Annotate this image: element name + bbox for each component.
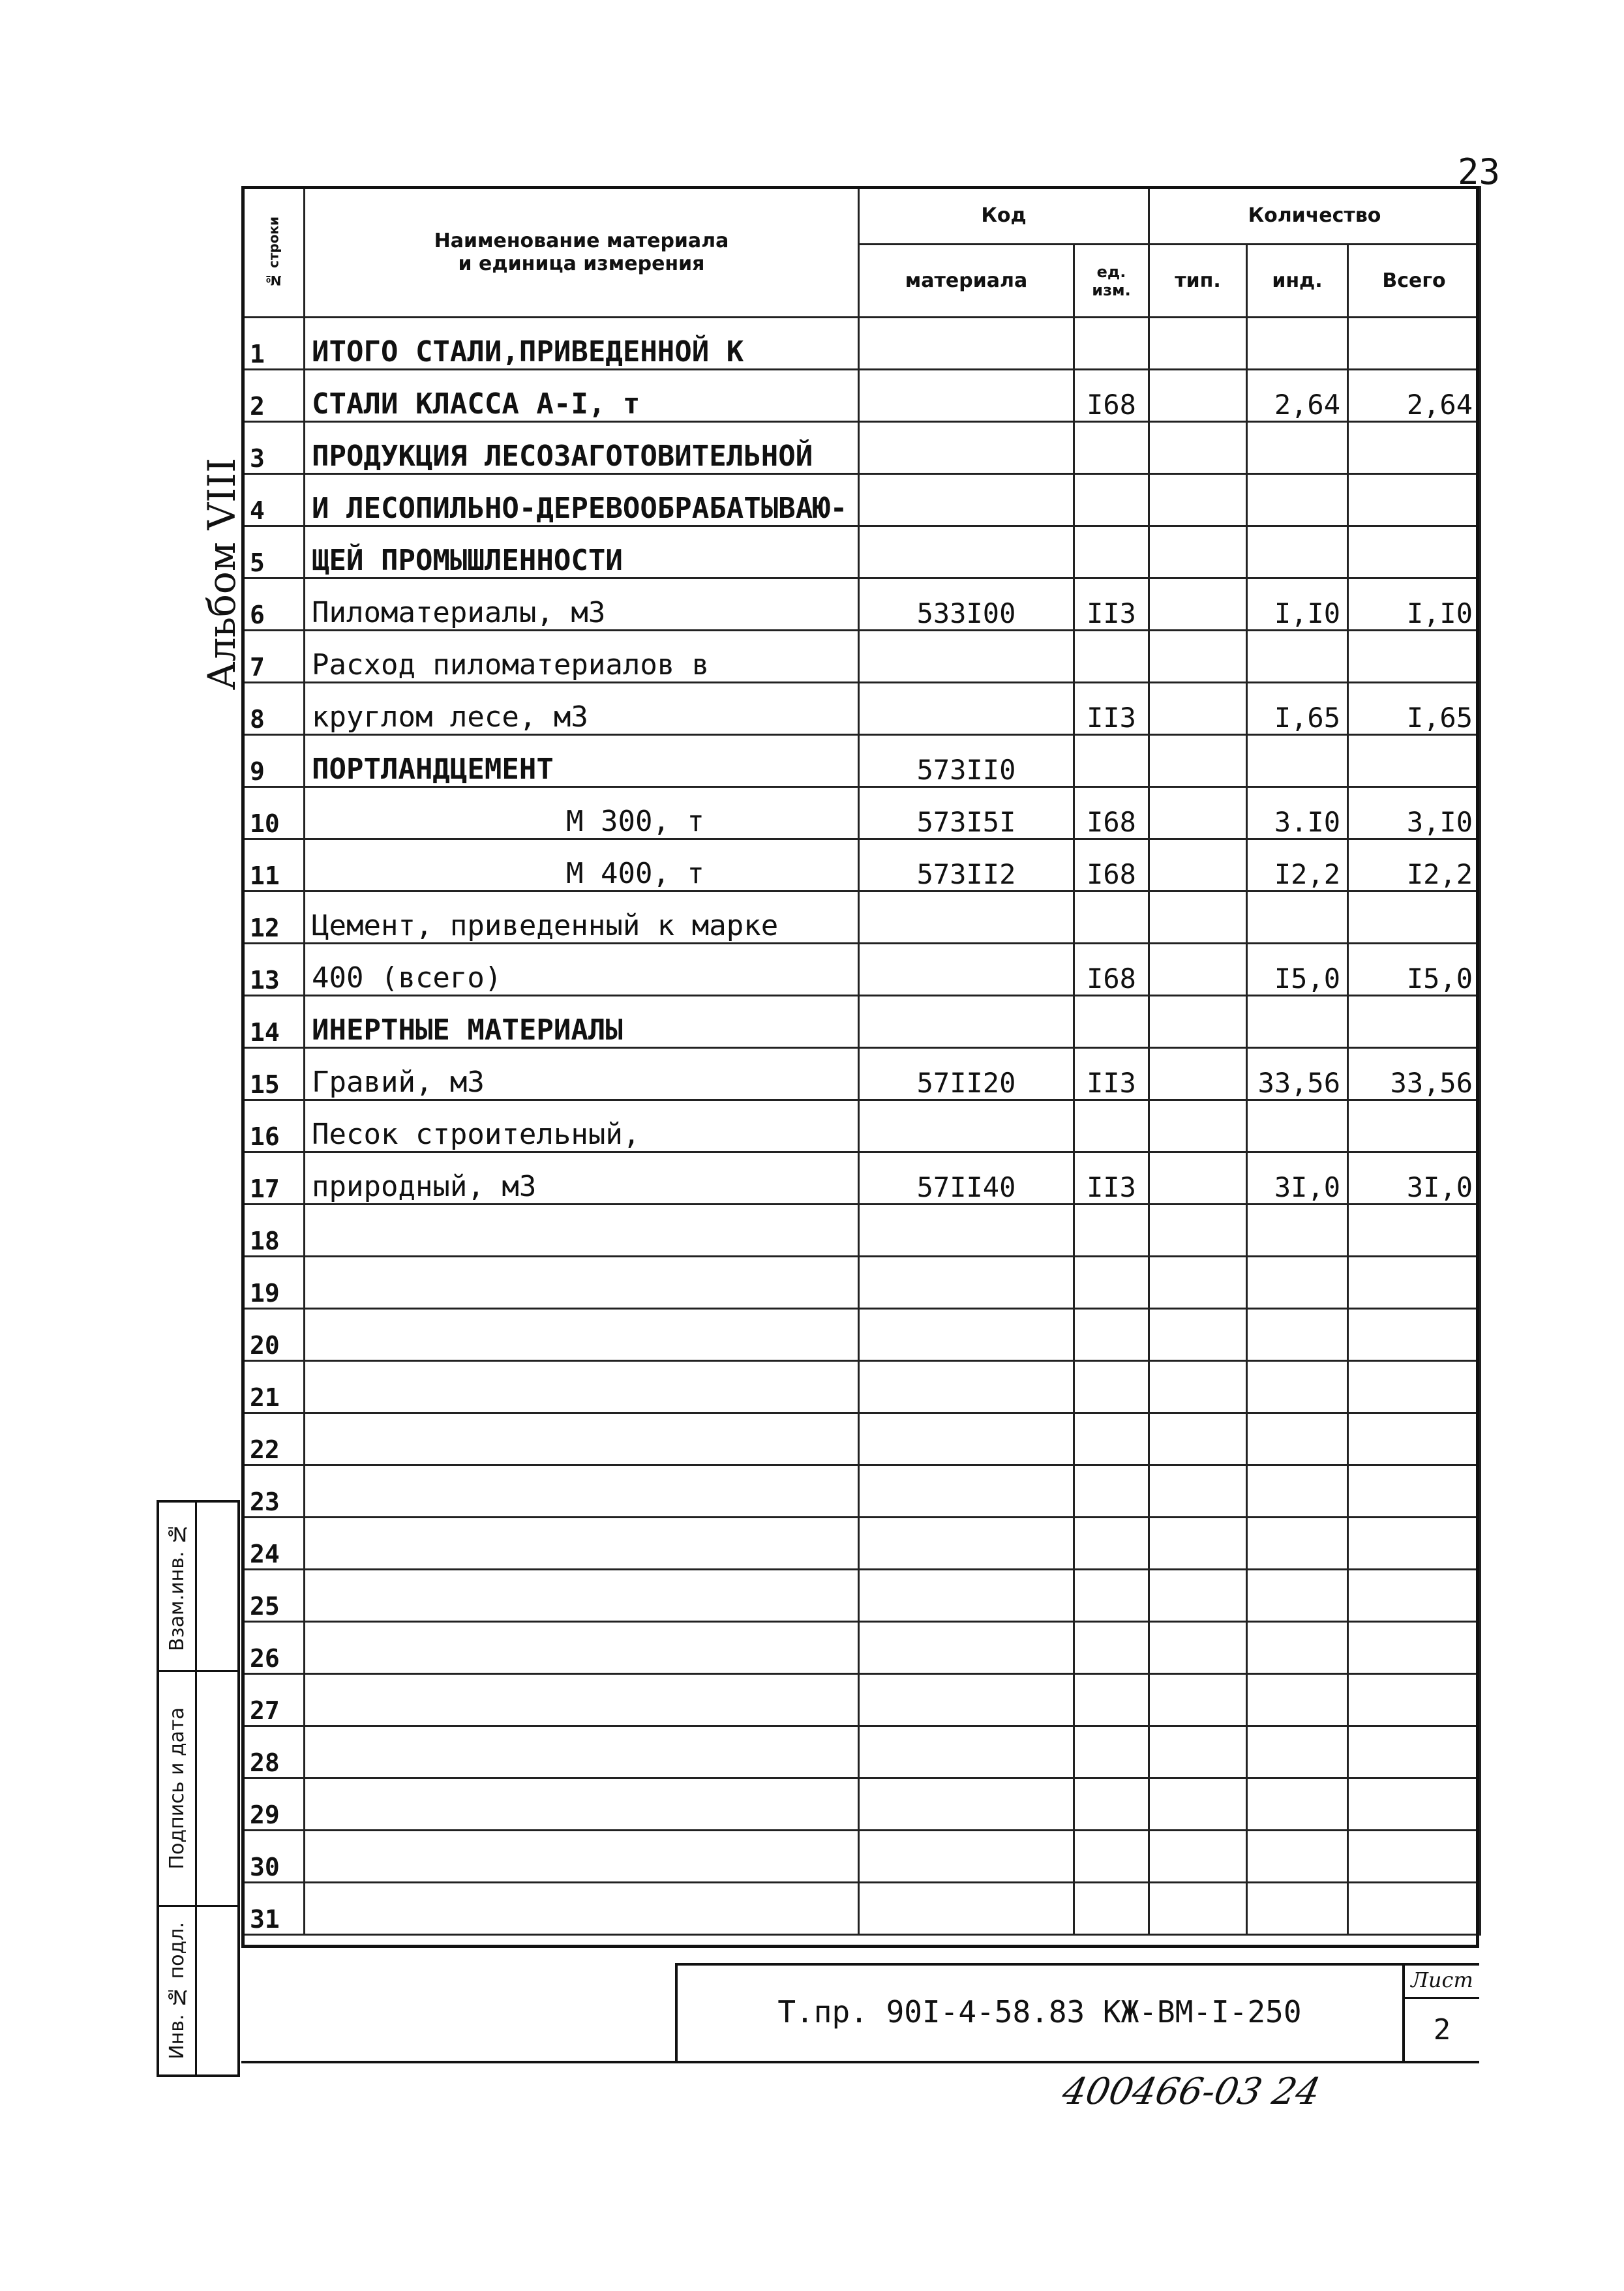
stamp-text-original-inventory: Инв. № подл. <box>166 1922 188 2059</box>
row-number-cell: 13 <box>243 944 305 996</box>
row-number-cell: 25 <box>243 1570 305 1622</box>
row-number-cell: 11 <box>243 839 305 891</box>
quantity-group-header: Количество <box>1149 187 1481 245</box>
row-number-cell: 18 <box>243 1205 305 1257</box>
material-name-cell: ЩЕЙ ПРОМЫШЛЕННОСТИ <box>305 526 859 578</box>
row-number-cell: 27 <box>243 1674 305 1726</box>
material-code-cell: 573II2 <box>859 839 1074 891</box>
row-number-cell: 6 <box>243 578 305 631</box>
material-name-header-line2: и единица измерения <box>458 252 705 275</box>
form-frame <box>241 186 1479 1948</box>
material-name-cell: СТАЛИ КЛАССА А-I, т <box>305 370 859 422</box>
material-name-cell: ПРОДУКЦИЯ ЛЕСОЗАГОТОВИТЕЛЬНОЙ <box>305 422 859 474</box>
row-number-cell: 7 <box>243 631 305 683</box>
bottom-frame-line <box>241 2061 1479 2063</box>
stamp-label-original-inventory <box>159 1907 197 2074</box>
page-number: 23 <box>1457 151 1500 192</box>
stamp-text-signature-date: Подпись и дата <box>166 1707 188 1870</box>
total-qty-cell: 2,64 <box>1348 370 1481 422</box>
individual-qty-cell: I2,2 <box>1247 839 1348 891</box>
row-number-cell: 15 <box>243 1048 305 1100</box>
individual-qty-cell: I,I0 <box>1247 578 1348 631</box>
material-name-cell: ПОРТЛАНДЦЕМЕНТ <box>305 735 859 787</box>
row-number-cell: 8 <box>243 683 305 735</box>
material-code-cell: 57II40 <box>859 1152 1074 1205</box>
code-group-header: Код <box>859 187 1149 245</box>
typical-qty-header: тип. <box>1149 245 1247 318</box>
row-number-cell: 17 <box>243 1152 305 1205</box>
stamp-cell-original-inventory <box>159 1907 237 2074</box>
row-number-cell: 22 <box>243 1413 305 1465</box>
material-name-cell: Цемент, приведенный к марке <box>305 891 859 944</box>
total-qty-cell: I2,2 <box>1348 839 1481 891</box>
total-qty-cell: I,I0 <box>1348 578 1481 631</box>
total-qty-cell: I5,0 <box>1348 944 1481 996</box>
row-number-cell: 16 <box>243 1100 305 1152</box>
sheet-number: 2 <box>1433 2013 1451 2046</box>
row-number-cell: 3 <box>243 422 305 474</box>
material-code-cell: 573II0 <box>859 735 1074 787</box>
album-label-text: Альбом VIII <box>200 457 244 691</box>
side-stamp <box>157 1500 240 2077</box>
material-name-cell: природный, м3 <box>305 1152 859 1205</box>
individual-qty-cell: 2,64 <box>1247 370 1348 422</box>
row-number-cell: 28 <box>243 1726 305 1778</box>
sheet-box <box>1402 1963 1479 2061</box>
material-name-cell: круглом лесе, м3 <box>305 683 859 735</box>
material-code-cell: 57II20 <box>859 1048 1074 1100</box>
row-number-cell: 19 <box>243 1257 305 1309</box>
material-name-header-line1: Наименование материала <box>434 229 729 252</box>
row-number-cell: 31 <box>243 1883 305 1935</box>
individual-qty-cell: 3.I0 <box>1247 787 1348 839</box>
unit-code-cell: II3 <box>1074 1152 1149 1205</box>
stamp-label-replaced-inventory <box>159 1503 197 1670</box>
material-code-cell: 533I00 <box>859 578 1074 631</box>
stamp-cell-signature-date <box>159 1672 237 1907</box>
individual-qty-cell: 3I,0 <box>1247 1152 1348 1205</box>
album-label <box>196 457 248 691</box>
stamp-text-replaced-inventory: Взам.инв. № <box>166 1521 188 1651</box>
row-number-cell: 14 <box>243 996 305 1048</box>
unit-code-cell: I68 <box>1074 370 1149 422</box>
unit-code-cell: II3 <box>1074 578 1149 631</box>
row-number-header: № строки <box>243 187 305 318</box>
unit-code-cell: II3 <box>1074 683 1149 735</box>
stamp-cell-replaced-inventory <box>159 1503 237 1672</box>
total-qty-cell: 3,I0 <box>1348 787 1481 839</box>
individual-qty-cell: I,65 <box>1247 683 1348 735</box>
total-qty-header: Всего <box>1348 245 1481 318</box>
unit-code-cell: I68 <box>1074 839 1149 891</box>
total-qty-cell: I,65 <box>1348 683 1481 735</box>
material-name-cell: Гравий, м3 <box>305 1048 859 1100</box>
sheet-label: Лист <box>1405 1963 1479 1999</box>
unit-code-cell: II3 <box>1074 1048 1149 1100</box>
material-name-cell: И ЛЕСОПИЛЬНО-ДЕРЕВООБРАБАТЫВАЮ- <box>305 474 859 526</box>
row-number-cell: 26 <box>243 1622 305 1674</box>
individual-qty-cell: I5,0 <box>1247 944 1348 996</box>
row-number-cell: 10 <box>243 787 305 839</box>
material-code-header: материала <box>859 245 1074 318</box>
row-number-cell: 9 <box>243 735 305 787</box>
row-number-cell: 1 <box>243 318 305 370</box>
material-name-cell: ИТОГО СТАЛИ,ПРИВЕДЕННОЙ К <box>305 318 859 370</box>
unit-code-header: ед. изм. <box>1074 245 1149 318</box>
row-number-cell: 23 <box>243 1465 305 1518</box>
material-name-cell: М 400, т <box>305 839 859 891</box>
row-number-cell: 24 <box>243 1518 305 1570</box>
material-name-cell: 400 (всего) <box>305 944 859 996</box>
total-qty-cell: 3I,0 <box>1348 1152 1481 1205</box>
row-number-cell: 12 <box>243 891 305 944</box>
row-number-cell: 30 <box>243 1831 305 1883</box>
individual-qty-cell: 33,56 <box>1247 1048 1348 1100</box>
row-number-cell: 29 <box>243 1778 305 1831</box>
row-number-cell: 2 <box>243 370 305 422</box>
material-name-cell: М 300, т <box>305 787 859 839</box>
stamp-label-signature-date <box>159 1672 197 1905</box>
material-name-cell: Расход пиломатериалов в <box>305 631 859 683</box>
unit-code-cell: I68 <box>1074 944 1149 996</box>
material-code-cell: 573I5I <box>859 787 1074 839</box>
individual-qty-header: инд. <box>1247 245 1348 318</box>
material-name-cell: Песок строительный, <box>305 1100 859 1152</box>
material-name-cell: ИНЕРТНЫЕ МАТЕРИАЛЫ <box>305 996 859 1048</box>
row-number-cell: 21 <box>243 1361 305 1413</box>
handwritten-note: 400466-03 24 <box>1059 2071 1324 2113</box>
row-number-cell: 20 <box>243 1309 305 1361</box>
row-number-cell: 5 <box>243 526 305 578</box>
total-qty-cell: 33,56 <box>1348 1048 1481 1100</box>
row-number-cell: 4 <box>243 474 305 526</box>
material-name-cell: Пиломатериалы, м3 <box>305 578 859 631</box>
unit-code-cell: I68 <box>1074 787 1149 839</box>
document-code: Т.пр. 90I-4-58.83 КЖ-ВМ-I-250 <box>777 1994 1302 2029</box>
